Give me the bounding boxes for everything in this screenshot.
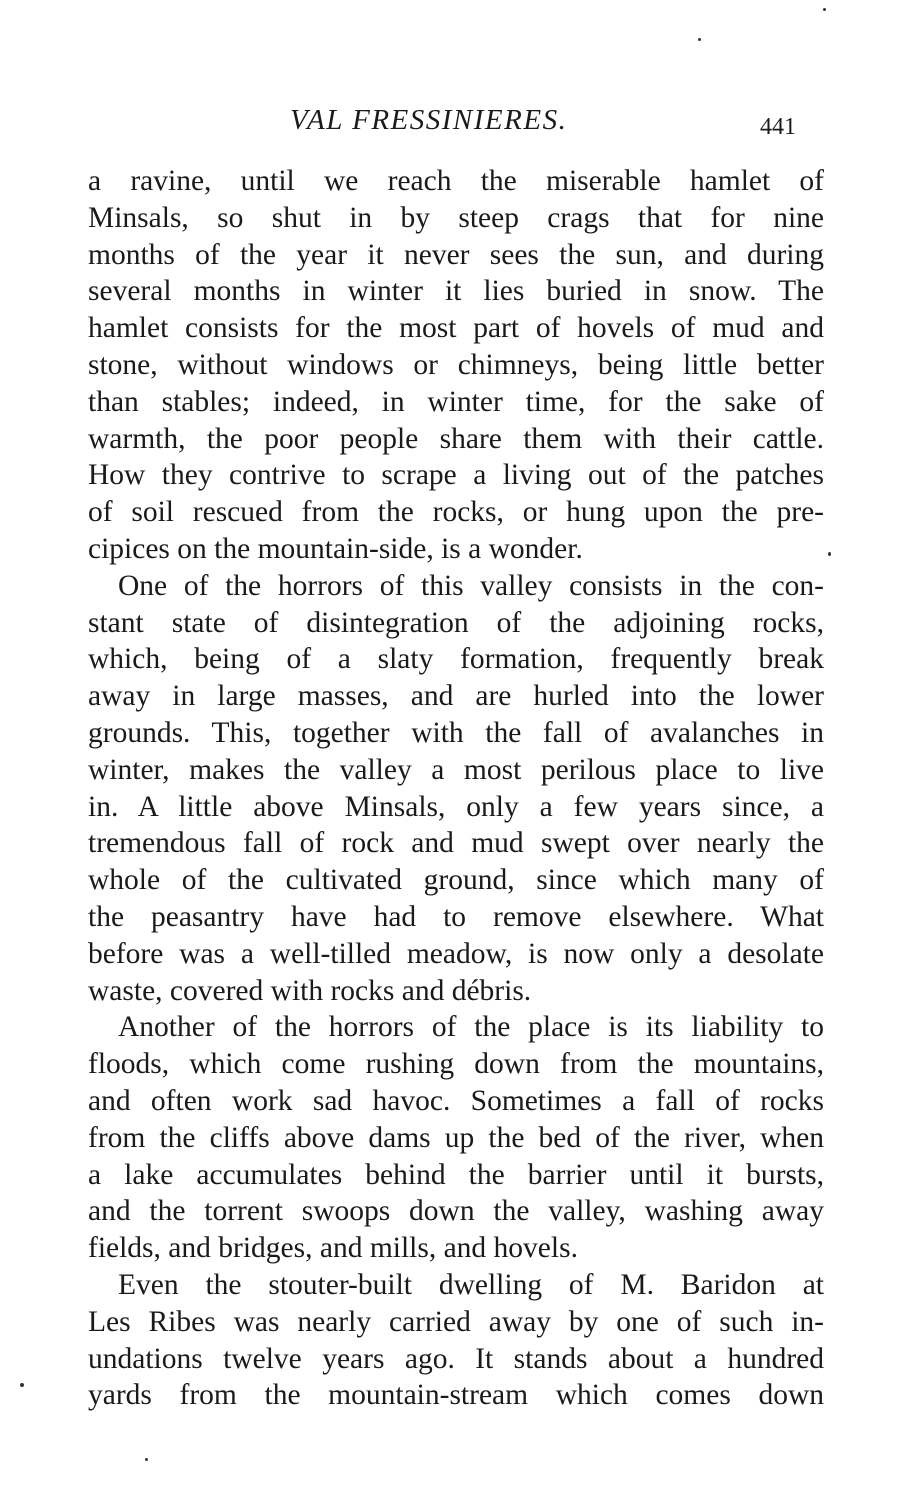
scan-speck (823, 8, 826, 11)
text-line: away in large masses, and are hurled into the lower (88, 680, 824, 713)
scan-speck (698, 38, 701, 41)
scan-speck (20, 1383, 24, 1387)
text-line: Even the stouter-built dwelling of M. Baridon at (118, 1268, 824, 1301)
page-number: 441 (760, 114, 796, 140)
text-line: in. A little above Minsals, only a few years since, a (88, 790, 824, 823)
text-line: and often work sad havoc. Sometimes a fall of rocks (88, 1084, 824, 1117)
text-line: several months in winter it lies buried in snow. The (88, 275, 824, 308)
body-text (88, 163, 824, 1414)
text-line: waste, covered with rocks and débris. (88, 974, 532, 1007)
text-line: whole of the cultivated ground, since which many of (88, 864, 824, 897)
text-line: before was a well-tilled meadow, is now only a desolate (88, 937, 824, 970)
running-title: VAL FRESSINIERES. (290, 104, 568, 136)
text-line: hamlet consists for the most part of hovels of mud and (88, 312, 824, 345)
text-line: Les Ribes was nearly carried away by one of such in- (88, 1305, 824, 1338)
text-line: and the torrent swoops down the valley, washing away (88, 1195, 824, 1228)
text-line: stone, without windows or chimneys, being little better (88, 348, 824, 381)
text-line: yards from the mountain-stream which comes down (88, 1379, 824, 1412)
text-line: of soil rescued from the rocks, or hung upon the pre- (88, 496, 824, 529)
text-line: winter, makes the valley a most perilous place to live (88, 753, 824, 786)
text-line: warmth, the poor people share them with their cattle. (88, 422, 824, 455)
text-line: Minsals, so shut in by steep crags that for nine (88, 201, 824, 234)
text-line: stant state of disintegration of the adjoining rocks, (88, 606, 824, 639)
running-header (0, 104, 900, 144)
text-line: a ravine, until we reach the miserable hamlet of (88, 165, 824, 197)
text-line: from the cliffs above dams up the bed of the river, when (88, 1121, 824, 1154)
text-line: grounds. This, together with the fall of avalanches in (88, 716, 824, 749)
text-line: months of the year it never sees the sun, and during (88, 238, 824, 271)
text-line: than stables; indeed, in winter time, for the sake of (88, 385, 824, 418)
text-line: Another of the horrors of the place is its liability to (118, 1011, 824, 1044)
text-line: One of the horrors of this valley consists in the con- (118, 569, 824, 602)
text-line: tremendous fall of rock and mud swept over nearly the (88, 827, 824, 860)
text-line: the peasantry have had to remove elsewhere. What (88, 900, 824, 933)
text-line: fields, and bridges, and mills, and hovels. (88, 1232, 578, 1265)
text-line: floods, which come rushing down from the mountains, (88, 1048, 824, 1081)
text-line: cipices on the mountain-side, is a wonder. (88, 532, 583, 565)
scan-speck (145, 1458, 148, 1461)
text-line: How they contrive to scrape a living out of the patches (88, 459, 824, 492)
scan-speck (828, 552, 831, 556)
text-line: which, being of a slaty formation, frequently break (88, 643, 824, 676)
text-line: a lake accumulates behind the barrier until it bursts, (88, 1158, 824, 1191)
text-line: undations twelve years ago. It stands about a hundred (88, 1342, 824, 1375)
